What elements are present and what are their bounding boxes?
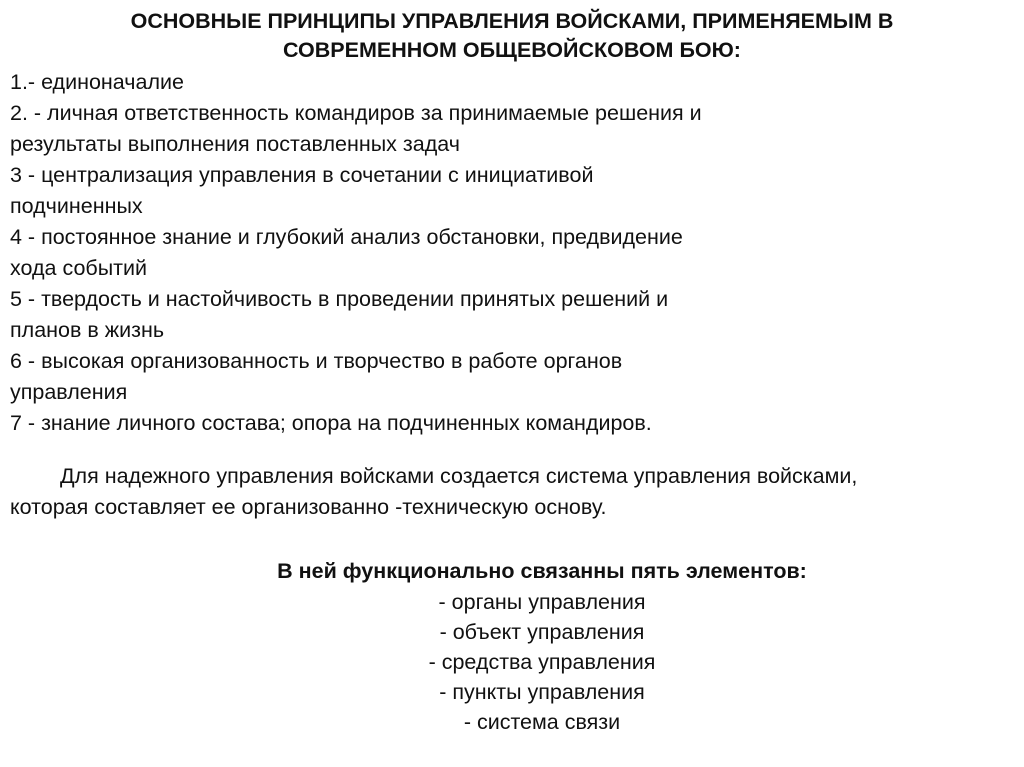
control-system-paragraph-line-2: которая составляет ее организованно -техническую основу. <box>10 495 607 519</box>
principle-item-6 <box>10 346 1010 408</box>
slide-title-line-2: СОВРЕМЕННОМ ОБЩЕВОЙСКОВОМ БОЮ: <box>283 38 741 62</box>
slide-title-line-1: ОСНОВНЫЕ ПРИНЦИПЫ УПРАВЛЕНИЯ ВОЙСКАМИ, ПРИМЕНЯЕМЫМ В <box>130 9 894 33</box>
principle-item-3-text-cont: подчиненных <box>10 194 143 218</box>
element-item-1: - органы управления <box>438 590 646 614</box>
element-item-4: - пункты управления <box>439 680 645 704</box>
principle-item-5-text: 5 - твердость и настойчивость в проведении принятых решений и <box>10 287 669 311</box>
principle-item-5-text-cont: планов в жизнь <box>10 318 165 342</box>
control-system-paragraph-line-1: Для надежного управления войсками создается система управления войсками, <box>60 464 858 488</box>
principle-item-2 <box>10 98 1010 160</box>
principle-item-7 <box>10 408 1010 439</box>
slide-title <box>0 7 1024 65</box>
elements-heading: В ней функционально связанны пять элементов: <box>277 559 807 583</box>
principles-list <box>10 67 1010 439</box>
principle-item-4-text-cont: хода событий <box>10 256 148 280</box>
principle-item-2-text: 2. - личная ответственность командиров за принимаемые решения и <box>10 101 702 125</box>
control-system-paragraph <box>10 461 1014 523</box>
element-item-5: - система связи <box>463 710 621 734</box>
principle-item-7-text: 7 - знание личного состава; опора на подчиненных командиров. <box>10 411 652 435</box>
principle-item-1-text: 1.- единоначалие <box>10 70 184 94</box>
elements-list <box>0 587 1024 737</box>
principle-item-3 <box>10 160 1010 222</box>
principle-item-4-text: 4 - постоянное знание и глубокий анализ обстановки, предвидение <box>10 225 683 249</box>
principle-item-2-text-cont: результаты выполнения поставленных задач <box>10 132 460 156</box>
principle-item-6-text: 6 - высокая организованность и творчество в работе органов <box>10 349 623 373</box>
element-item-2: - объект управления <box>439 620 645 644</box>
principle-item-3-text: 3 - централизация управления в сочетании с инициативой <box>10 163 594 187</box>
principle-item-5 <box>10 284 1010 346</box>
principle-item-1 <box>10 67 1010 98</box>
principle-item-4 <box>10 222 1010 284</box>
element-item-3: - средства управления <box>428 650 656 674</box>
principle-item-6-text-cont: управления <box>10 380 128 404</box>
